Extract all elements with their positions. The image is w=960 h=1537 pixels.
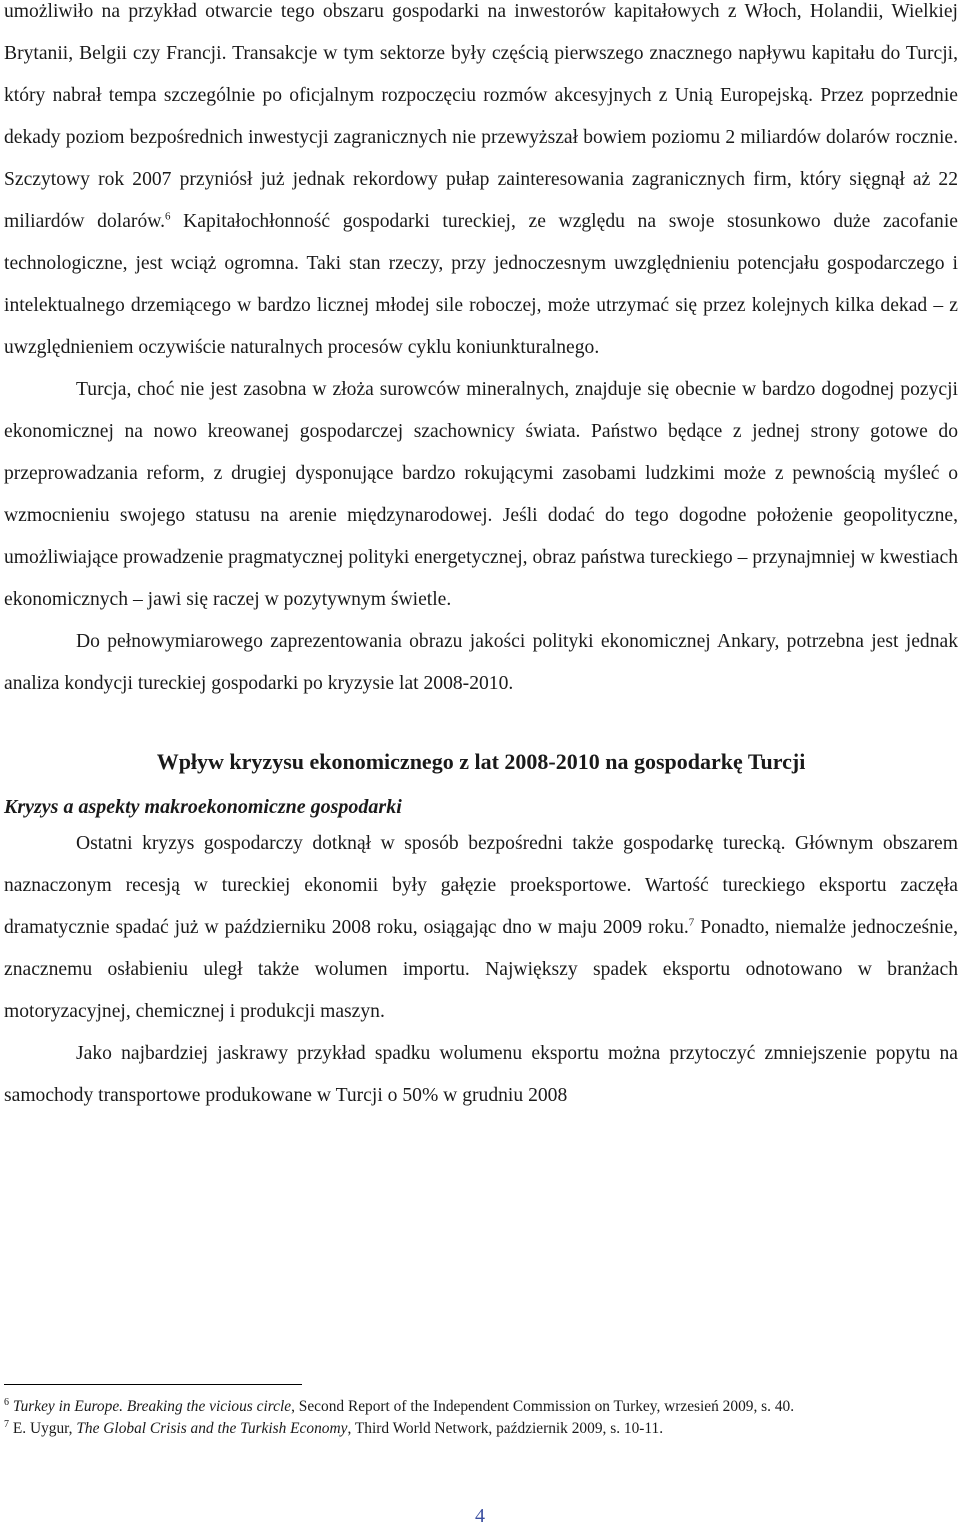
footnote-7: [4, 1418, 958, 1440]
paragraph-4: Ostatni kryzys gospodarczy dotknął w sposób bezpośredni także gospodarkę turecką. Głównym obszarem naznaczonym recesją w tureckiej ekonomii były gałęzie proeksportowe. Wartość tureckiego eksportu zaczęła dramatycznie spadać już w październiku 2008 roku, osiągając dno w maju 2009 roku.$^7$ Ponadto, niemalże jednocześnie, znacznemu osłabieniu uległ także wolumen importu. Największy spadek eksportu odnotowano w branżach motoryzacyjnej, chemicznej i produkcji maszyn.: [4, 833, 958, 1022]
italic-title: The Global Crisis and the Turkish Economy: [76, 1420, 348, 1437]
footnote-ref: 7: [688, 916, 695, 929]
footnotes: [4, 1396, 958, 1440]
subsection-heading: Kryzys a aspekty makroekonomiczne gospodarki: [4, 796, 402, 818]
paragraph-5: Jako najbardziej jaskrawy przykład spadku wolumenu eksportu można przytoczyć zmniejszenie popytu na samochody transportowe produkowane w Turcji o 50% w grudniu 2008: [4, 1043, 958, 1106]
footnote-text: E. Uygur, The Global Crisis and the Turkish Economy, Third World Network, październik 2009, s. 10-11.: [12, 1420, 664, 1437]
footnote-ref: 6: [165, 210, 171, 223]
document-page: [4, 0, 958, 1117]
italic-title: Turkey in Europe. Breaking the vicious circle: [12, 1398, 292, 1415]
section-heading: Wpływ kryzysu ekonomicznego z lat 2008-2010 na gospodarkę Turcji: [156, 749, 806, 774]
paragraph-1: umożliwiło na przykład otwarcie tego obszaru gospodarki na inwestorów kapitałowych z Włoch, Holandii, Wielkiej Brytanii, Belgii czy Francji. Transakcje w tym sektorze były częścią pierwszego znacznego napływu kapitału do Turcji, który nabrał tempa szczególnie po oficjalnym rozpoczęciu rozmów akcesyjnych z Unią Europejską. Przez poprzednie dekady poziom bezpośrednich inwestycji zagranicznych nie przewyższał bowiem poziomu 2 miliardów dolarów rocznie. Szczytowy rok 2007 przyniósł już jednak rekordowy pułap zainteresowania zagranicznych firm, który sięgnął aż 22 miliardów dolarów.$^6$ Kapitałochłonność gospodarki tureckiej, ze względu na swoje stosunkowo duże zacofanie technologiczne, jest wciąż ogromna. Taki stan rzeczy, przy jednoczesnym uwzględnieniu potencjału gospodarczego i intelektualnego drzemiącego w bardzo licznej młodej sile roboczej, może utrzymać się przez kolejnych kilka dekad – z uwzględnieniem oczywiście naturalnych procesów cyklu koniunkturalnego.: [4, 1, 958, 358]
footnote-separator: [4, 1384, 302, 1385]
footnote-6: [4, 1396, 958, 1418]
page-number: 4: [475, 1505, 485, 1527]
paragraph-3: Do pełnowymiarowego zaprezentowania obrazu jakości polityki ekonomicznej Ankary, potrzebna jest jednak analiza kondycji tureckiej gospodarki po kryzysie lat 2008-2010.: [4, 631, 958, 694]
footnote-text: Turkey in Europe. Breaking the vicious circle, Second Report of the Independent Commission on Turkey, wrzesień 2009, s. 40.: [12, 1398, 795, 1415]
footnote-number: 6: [4, 1396, 9, 1408]
footnote-number: 7: [4, 1418, 9, 1430]
paragraph-2: Turcja, choć nie jest zasobna w złoża surowców mineralnych, znajduje się obecnie w bardzo dogodnej pozycji ekonomicznej na nowo kreowanej gospodarczej szachownicy świata. Państwo będące z jednej strony gotowe do przeprowadzania reform, z drugiej dysponujące bardzo rokującymi zasobami ludzkimi może z pewnością myśleć o wzmocnieniu swojego statusu na arenie międzynarodowej. Jeśli dodać do tego dogodne położenie geopolityczne, umożliwiające prowadzenie pragmatycznej polityki energetycznej, obraz państwa tureckiego – przynajmniej w kwestiach ekonomicznych – jawi się raczej w pozytywnym świetle.: [4, 379, 958, 610]
